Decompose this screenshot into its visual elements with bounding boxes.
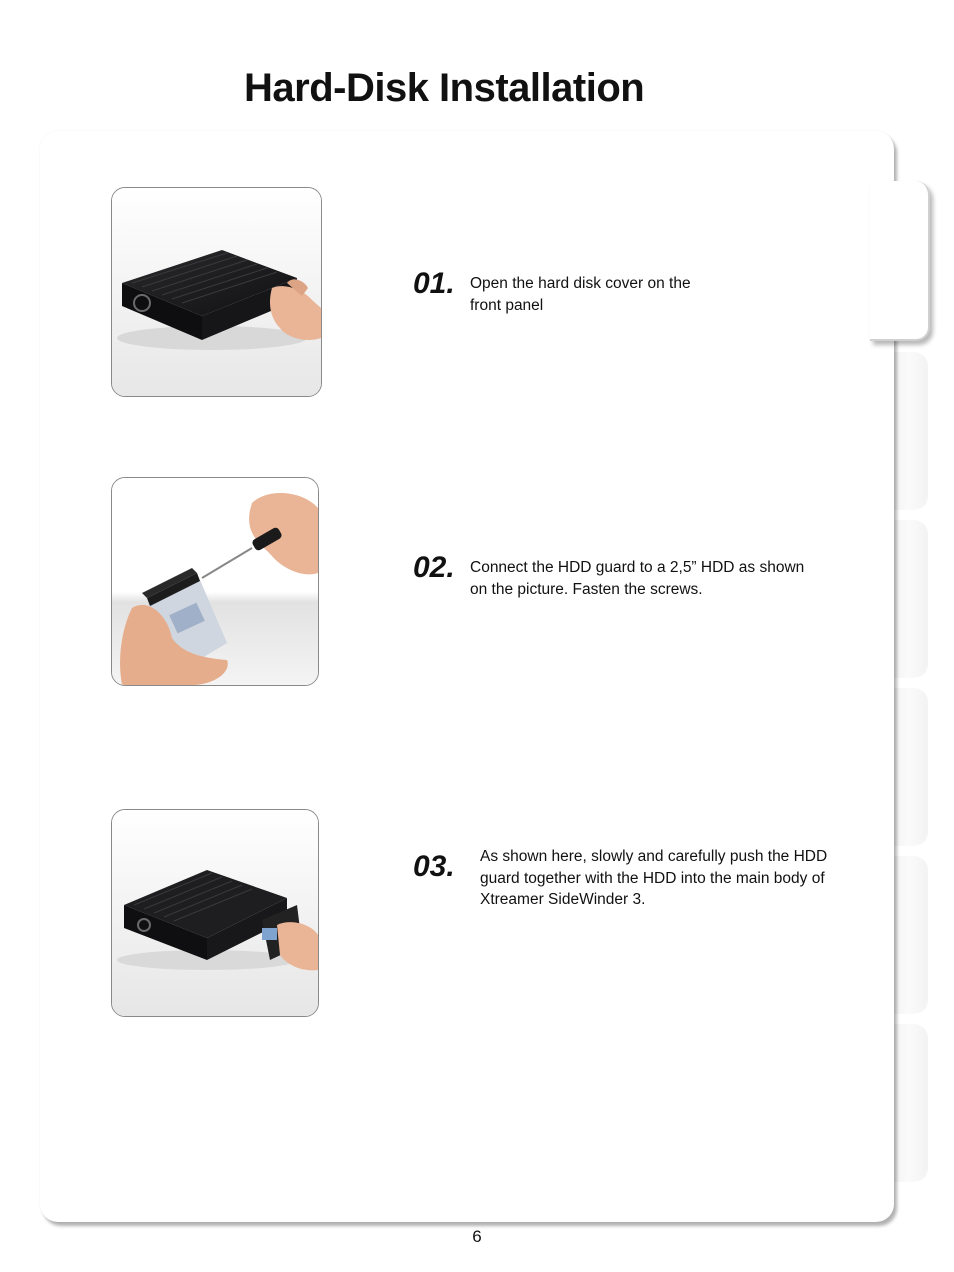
step-1-text xyxy=(470,273,691,316)
step-3-line-3: Xtreamer SideWinder 3. xyxy=(480,891,646,908)
step-3-line-1: As shown here, slowly and carefully push the HDD xyxy=(480,848,828,865)
step-2-text xyxy=(470,557,804,600)
step-3-text xyxy=(480,846,827,911)
step-3-number: 03. xyxy=(413,850,455,883)
step-2-photo xyxy=(111,477,319,686)
section-tab-active[interactable] xyxy=(870,181,930,341)
step-2-line-2: on the picture. Fasten the screws. xyxy=(470,580,703,598)
step-2-number: 02. xyxy=(413,551,455,584)
page-number: 6 xyxy=(472,1227,482,1246)
insert-hdd-icon xyxy=(112,810,318,1016)
step-3-photo xyxy=(111,809,319,1017)
step-2-line-1: Connect the HDD guard to a 2,5” HDD as shown xyxy=(470,559,805,576)
step-3-line-2: guard together with the HDD into the main body of xyxy=(480,869,825,887)
screwdriver-hdd-icon xyxy=(112,478,318,685)
step-1-photo xyxy=(111,187,322,397)
page-title: Hard-Disk Installation xyxy=(244,66,645,110)
step-1-line-2: front panel xyxy=(470,296,544,314)
device-front-panel-icon xyxy=(112,188,321,396)
step-1-number: 01. xyxy=(413,267,455,300)
step-1-line-1: Open the hard disk cover on the xyxy=(470,275,691,292)
